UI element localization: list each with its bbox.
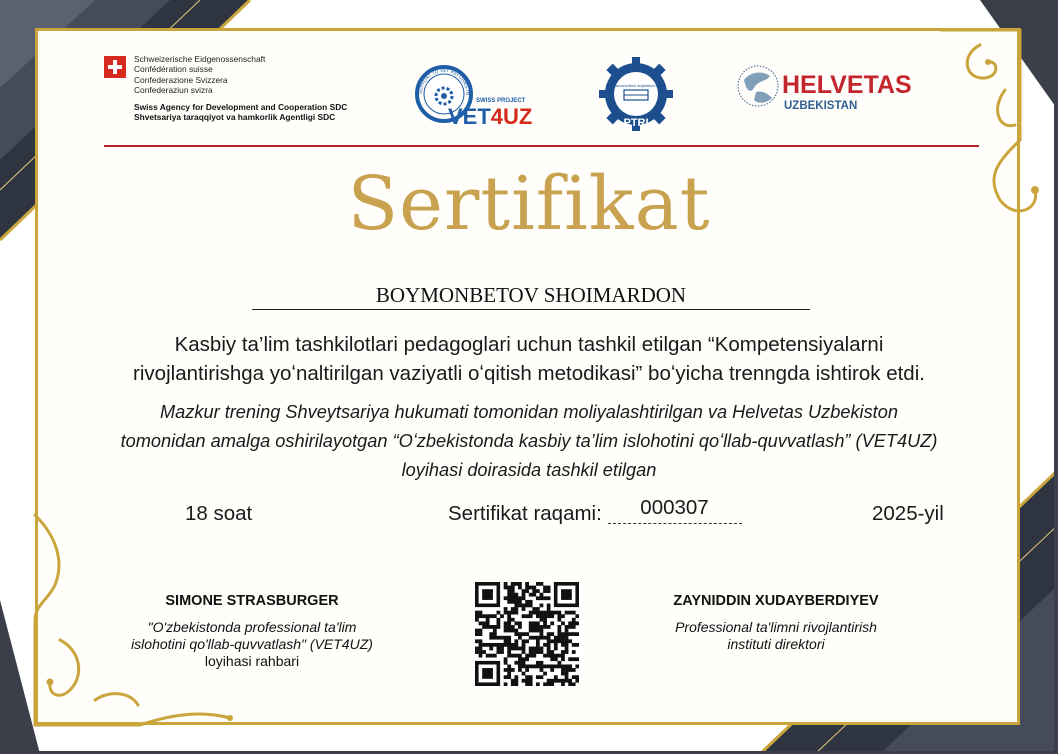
signatory-left-name: SIMONE STRASBURGER xyxy=(165,593,339,609)
signatory-left xyxy=(112,593,392,670)
certificate-description xyxy=(60,330,998,388)
certificate-number-field xyxy=(448,496,742,526)
role-line: "O'zbekistonda professional ta'lim xyxy=(147,619,357,635)
vet4uz-logo xyxy=(410,60,542,128)
project-note-line: Mazkur trening Shveytsariya hukumati tomonidan moliyalashtirilgan va Helvetas Uzbekiston xyxy=(160,402,898,422)
certificate-number: 000307 xyxy=(640,496,709,519)
training-hours: 18 soat xyxy=(185,502,253,525)
project-note-line: loyihasi doirasida tashkil etilgan xyxy=(401,460,657,480)
role-line: Professional ta'limni rivojlantirish xyxy=(675,619,877,635)
vet4uz-ring-text: SUPPORT TO VET REFORMS IN xyxy=(418,68,470,96)
recipient-name: BOYMONBETOV SHOIMARDON xyxy=(252,282,810,310)
svg-text:VET4UZ xyxy=(448,104,532,128)
vet4uz-label-b: 4UZ xyxy=(490,104,533,128)
sdc-agency-uz: Shvetsariya taraqqiyot va hamkorlik Agentligi SDC xyxy=(134,112,336,123)
certificate-number-label: Sertifikat raqami: xyxy=(448,502,602,525)
helvetas-logo xyxy=(736,62,916,114)
ptri-label: PTRI xyxy=(623,117,649,129)
vet4uz-small-label: SWISS PROJECT xyxy=(476,98,526,104)
signatory-right-name: ZAYNIDDIN XUDAYBERDIYEV xyxy=(673,593,879,609)
swiss-flag-icon xyxy=(104,56,126,78)
vet4uz-label-a: VET xyxy=(448,104,491,128)
ptri-inner-text: Professional ta'limni rivojlantirish instituti xyxy=(605,84,667,88)
project-note-line: tomonidan amalga oshirilayotgan “Oʻzbekistonda kasbiy ta’lim islohotini qoʻllab-quvvatlash” (VET4UZ) xyxy=(120,431,938,451)
sdc-agency-en: Swiss Agency for Development and Cooperation SDC xyxy=(134,102,348,113)
helvetas-country: UZBEKISTAN xyxy=(784,100,858,112)
sdc-line: Confederaziun svizra xyxy=(134,84,213,95)
description-line: Kasbiy ta’lim tashkilotlari pedagoglari uchun tashkil etilgan “Kompetensiyalarni xyxy=(174,333,884,356)
certificate-title: Sertifikat xyxy=(347,161,711,247)
role-line: loyihasi rahbari xyxy=(204,653,300,669)
sdc-line: Schweizerische Eidgenossenschaft xyxy=(134,54,266,64)
description-line: rivojlantirishga yoʻnaltirilgan vaziyatli oʻqitish metodikasi” boʻyicha trenngda ishtirok etdi. xyxy=(133,362,925,385)
qr-code[interactable] xyxy=(475,582,579,686)
signatory-left-role xyxy=(112,619,392,670)
sdc-text xyxy=(134,54,347,123)
project-note xyxy=(60,398,998,485)
header-rule xyxy=(104,145,979,147)
sdc-line: Confederazione Svizzera xyxy=(134,74,228,85)
role-line: instituti direktori xyxy=(727,636,825,652)
ptri-logo xyxy=(596,57,676,131)
sdc-logo-block xyxy=(104,54,347,123)
certificate-year: 2025-yil xyxy=(872,502,944,525)
sdc-line: Confédération suisse xyxy=(134,64,213,75)
page-edge xyxy=(1054,0,1058,754)
helvetas-name: HELVETAS xyxy=(782,71,912,99)
role-line: islohotini qo'llab-quvvatlash" (VET4UZ) xyxy=(131,636,373,652)
signatory-right-role xyxy=(636,619,916,653)
signatory-right xyxy=(636,593,916,653)
